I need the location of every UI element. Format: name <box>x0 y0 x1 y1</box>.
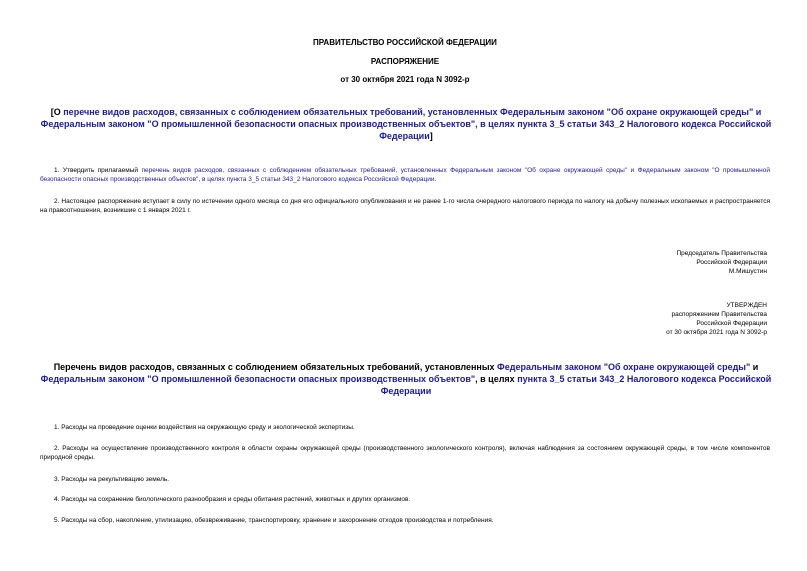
list-title-link-tax-code[interactable]: пункта 3_5 статьи 343_2 Налогового кодекса Российской Федерации <box>380 374 772 396</box>
document-date-number: от 30 октября 2021 года N 3092-р <box>340 75 470 84</box>
list-item: 5. Расходы на сбор, накопление, утилизацию, обезвреживание, транспортировку, хранение и захоронение отходов производства и потребления. <box>54 517 494 524</box>
government-heading: ПРАВИТЕЛЬСТВО РОССИЙСКОЙ ФЕДЕРАЦИИ <box>313 38 497 47</box>
list-item: 2. Расходы на осуществление производственного контроля в области охраны окружающей среды (производственного экологического контроля), включая наблюдения за состоянием окружающей среды, в том числе компонентов природной среды. <box>40 445 770 461</box>
signature-name: М.Мишустин <box>728 268 767 275</box>
list-item: 3. Расходы на рекультивацию земель. <box>54 476 170 483</box>
signature-country: Российской Федерации <box>696 259 767 266</box>
list-item: 4. Расходы на сохранение биологического разнообразия и среды обитания растений, животных и других организмов. <box>54 496 411 503</box>
list-title-link-env-law[interactable]: Федеральным законом "Об охране окружающей среды" <box>497 362 751 372</box>
approval-country: Российской Федерации <box>696 320 767 327</box>
approval-block <box>666 301 767 337</box>
document-title <box>40 106 772 142</box>
list-title-link-safety-law[interactable]: Федеральным законом "О промышленной безопасности опасных производственных объектов" <box>40 374 476 384</box>
list-item: 1. Расходы на проведение оценки воздействия на окружающую среду и экологической экспертизы. <box>54 424 355 431</box>
list-title-text: и <box>750 362 759 372</box>
list-title-text: Перечень видов расходов, связанных с соблюдением обязательных требований, установленных <box>53 362 498 372</box>
approval-date: от 30 октября 2021 года N 3092-р <box>666 329 767 336</box>
list-title-text: , в целях <box>475 374 518 384</box>
approval-status: УТВЕРЖДЕН <box>726 302 767 309</box>
p1-suffix: . <box>434 176 437 183</box>
p1-link[interactable]: перечень видов расходов, связанных с соблюдением обязательных требований, установленных Федеральным законом "Об охране окружающей среды" и Федеральным законом "О промышленной безопасности опасных производственных объектов", в целях пункта 3_5 статьи 343_2 Налогового кодекса Российской Федерации <box>40 167 770 183</box>
paragraph-2: 2. Настоящее распоряжение вступает в силу по истечении одного месяца со дня его официального опубликования и не ранее 1-го числа очередного налогового периода по налогу на добычу полезных ископаемых и распространяется на правоотношения, возникшие с 1 января 2021 г. <box>40 198 770 214</box>
title-link[interactable]: перечне видов расходов, связанных с соблюдением обязательных требований, установленных Федеральным законом "Об охране окружающей среды" и Федеральным законом "О промышленной безопасности опасных производственных объектов", в целях пункта 3_5 статьи 343_2 Налогового кодекса Российской Федерации <box>40 107 772 141</box>
document-type: РАСПОРЯЖЕНИЕ <box>370 57 440 66</box>
title-bracket-open: [О <box>50 107 64 117</box>
p1-prefix: 1. Утвердить прилагаемый <box>54 167 142 174</box>
signature-position: Председатель Правительства <box>676 250 767 257</box>
approval-by: распоряжением Правительства <box>671 311 767 318</box>
signature-block <box>676 249 767 276</box>
title-bracket-close: ] <box>429 131 433 141</box>
paragraph-1 <box>40 166 770 184</box>
list-title <box>40 361 772 397</box>
